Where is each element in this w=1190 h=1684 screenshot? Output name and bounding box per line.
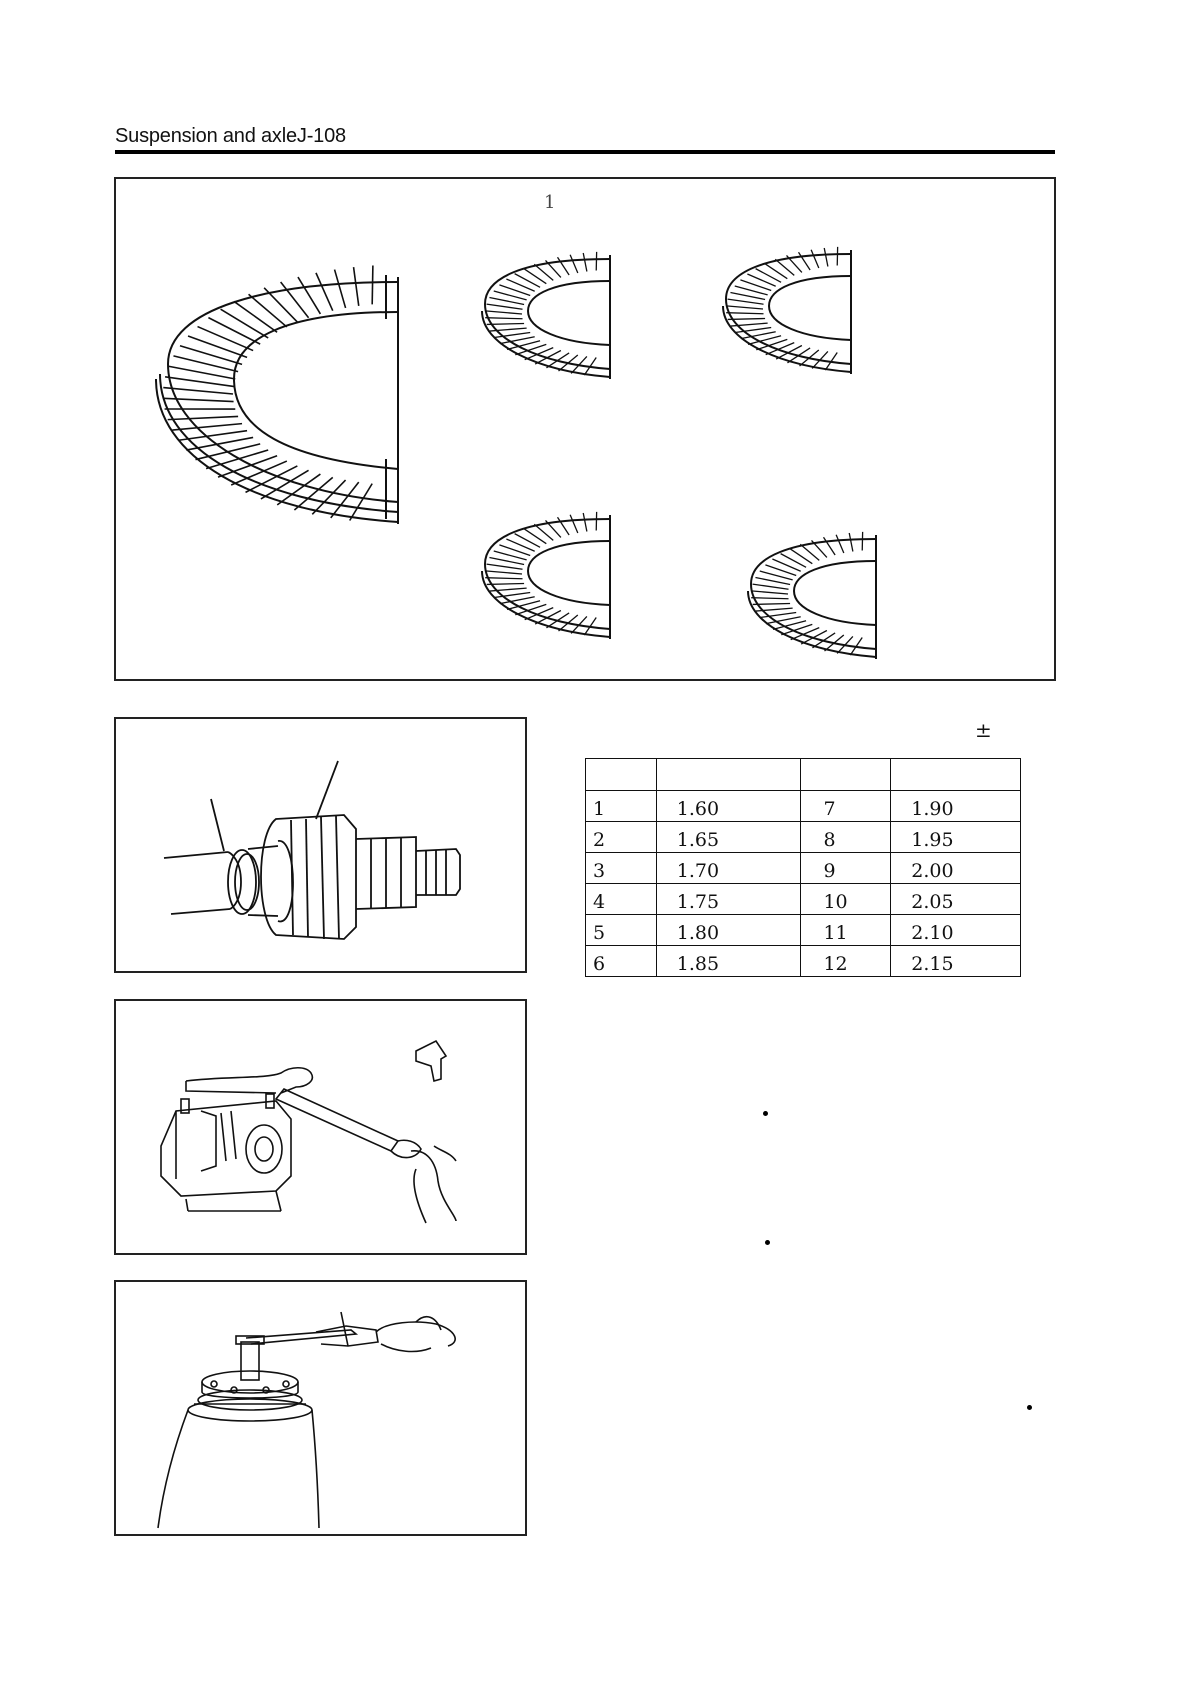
gear-tooth <box>753 584 789 589</box>
table-header-row <box>586 759 1021 791</box>
ring-gear-figure <box>114 177 1056 681</box>
gear-tooth <box>264 288 297 322</box>
gear-tooth <box>535 351 561 365</box>
small-ring-gear-icon <box>723 247 851 374</box>
gear-tooth <box>294 477 332 510</box>
table-header-cell <box>586 759 657 791</box>
table-row <box>586 853 1021 884</box>
gear-tooth <box>188 336 247 357</box>
gear-tooth <box>487 304 523 309</box>
gear-tooth <box>781 554 806 568</box>
gear-tooth <box>489 297 524 304</box>
ring-gear-drawing <box>116 179 1054 679</box>
bullet-dot <box>763 1111 768 1116</box>
gear-tooth <box>208 318 260 344</box>
table-cell: 11 <box>801 915 891 946</box>
bullet-dot <box>765 1240 770 1245</box>
table-cell: 8 <box>801 822 891 853</box>
table-cell: 10 <box>801 884 891 915</box>
gear-tooth <box>234 301 277 332</box>
gear-tooth <box>751 598 788 599</box>
table-cell: 1.85 <box>656 946 801 977</box>
small-ring-gear-icon <box>748 532 876 659</box>
torque-wrench-on-flange-icon <box>116 1282 525 1534</box>
table-cell: 1.90 <box>891 791 1021 822</box>
gear-tooth <box>487 583 524 584</box>
gear-tooth <box>751 591 788 594</box>
gear-tooth <box>726 306 763 309</box>
gear-tooth <box>487 323 524 324</box>
gear-tooth <box>583 513 587 532</box>
small-ring-gear-icon <box>482 252 610 379</box>
shim-thickness-table <box>585 758 1021 977</box>
table-row <box>586 822 1021 853</box>
table-cell: 1.75 <box>656 884 801 915</box>
gear-tooth <box>231 461 287 485</box>
wrench-figure <box>114 999 527 1255</box>
gear-tooth <box>372 265 373 304</box>
table-row <box>586 915 1021 946</box>
table-cell: 5 <box>586 915 657 946</box>
gear-tooth <box>172 424 242 430</box>
gear-tooth <box>728 299 764 304</box>
gear-tooth <box>168 416 238 419</box>
gear-tooth <box>221 309 269 338</box>
gear-tooth <box>726 313 763 314</box>
table-cell: 2.10 <box>891 915 1021 946</box>
gear-tooth <box>165 377 233 387</box>
gear-tooth <box>836 535 844 553</box>
gear-tooth <box>312 480 345 514</box>
gear-tooth <box>801 631 827 645</box>
table-header-cell <box>656 759 801 791</box>
table-cell: 1 <box>586 791 657 822</box>
gear-tooth <box>570 515 578 533</box>
table-cell: 1.80 <box>656 915 801 946</box>
gear-tooth <box>753 603 790 604</box>
gear-tooth <box>354 267 359 306</box>
table-cell: 1.70 <box>656 853 801 884</box>
gear-tooth <box>485 318 522 319</box>
wrench-on-differential-icon <box>116 1001 525 1253</box>
gear-tooth <box>206 450 268 469</box>
gear-tooth <box>728 318 765 319</box>
gear-tooth <box>316 273 333 311</box>
pinion-shaft-with-shim-icon <box>116 719 525 971</box>
gear-tooth <box>515 534 540 548</box>
table-cell: 2.05 <box>891 884 1021 915</box>
table-cell: 1.60 <box>656 791 801 822</box>
table-header-cell <box>801 759 891 791</box>
gear-tooth <box>179 431 248 441</box>
gear-tooth <box>515 274 540 288</box>
table-row <box>586 884 1021 915</box>
table-row <box>586 791 1021 822</box>
table-header-cell <box>891 759 1021 791</box>
table-cell: 2 <box>586 822 657 853</box>
gear-tooth <box>487 564 523 569</box>
page-title: Suspension and axleJ-108 <box>115 125 346 147</box>
gear-tooth <box>163 398 233 401</box>
header-rule <box>115 150 1055 154</box>
gear-tooth <box>730 292 765 299</box>
gear-tooth <box>776 346 802 360</box>
table-cell: 9 <box>801 853 891 884</box>
gear-tooth <box>824 248 828 267</box>
tolerance-symbol: ± <box>975 718 992 742</box>
page-header <box>115 124 1055 148</box>
table-cell: 12 <box>801 946 891 977</box>
gear-tooth <box>485 571 522 574</box>
gear-tooth <box>485 578 522 579</box>
gear-tooth <box>811 250 819 268</box>
small-ring-gear-icon <box>482 512 610 639</box>
gear-tooth <box>335 270 346 308</box>
gear-tooth <box>755 577 790 584</box>
gear-tooth <box>756 269 781 283</box>
table-cell: 2.00 <box>891 853 1021 884</box>
table-cell: 2.15 <box>891 946 1021 977</box>
table-cell: 7 <box>801 791 891 822</box>
bullet-dot <box>1027 1405 1032 1410</box>
gear-tooth <box>489 557 524 564</box>
table-row <box>586 946 1021 977</box>
table-cell: 3 <box>586 853 657 884</box>
gear-tooth <box>249 294 287 327</box>
gear-tooth <box>535 611 561 625</box>
gear-callout-number: 1 <box>544 192 556 213</box>
torque-wrench-figure <box>114 1280 527 1536</box>
gear-tooth <box>849 533 853 552</box>
table-cell: 1.95 <box>891 822 1021 853</box>
gear-tooth <box>570 255 578 273</box>
gear-tooth <box>583 253 587 272</box>
gear-tooth <box>180 346 242 365</box>
table-cell: 6 <box>586 946 657 977</box>
pinion-shaft-figure <box>114 717 527 973</box>
gear-tooth <box>485 311 522 314</box>
table-cell: 1.65 <box>656 822 801 853</box>
table-cell: 4 <box>586 884 657 915</box>
gear-tooth <box>198 327 254 351</box>
